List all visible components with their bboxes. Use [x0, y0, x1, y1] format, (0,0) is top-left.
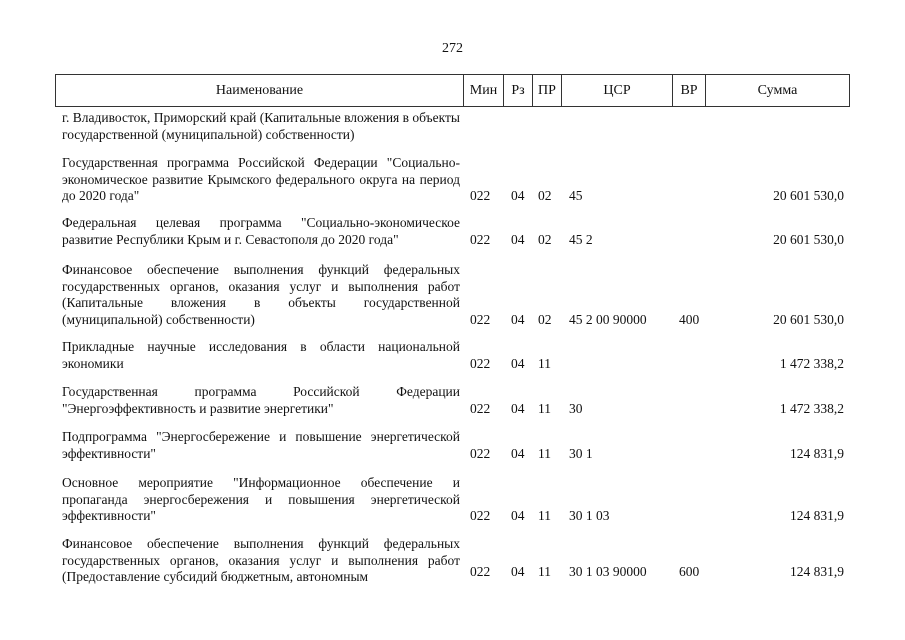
row-csr: 45 2 00 90000 [569, 312, 647, 327]
row-min: 022 [470, 446, 491, 461]
row-pr: 11 [538, 401, 551, 416]
row-name: Государственная программа Российской Федерации "Энергоэффективность и развитие энергетики" [62, 384, 460, 416]
row-csr: 45 2 [569, 232, 593, 247]
row-rz: 04 [511, 232, 525, 247]
row-csr: 30 [569, 401, 583, 416]
row-pr: 02 [538, 188, 552, 203]
row-name: Государственная программа Российской Федерации "Социально-экономическое развитие Крымского федерального округа на период до 2020 года" [62, 155, 460, 203]
row-pr: 11 [538, 508, 551, 523]
row-min: 022 [470, 188, 491, 203]
row-name: Финансовое обеспечение выполнения функций федеральных государственных органов, оказания услуг и выполнения работ (Капитальные вложения в объекты государственной (муниципальной) собственности) [62, 262, 460, 327]
row-csr: 45 [569, 188, 583, 203]
row-name: г. Владивосток, Приморский край (Капитальные вложения в объекты государственной (муниципальной) собственности) [62, 110, 460, 142]
row-sum: 124 831,9 [790, 564, 844, 579]
row-vr: 600 [679, 564, 700, 579]
row-name: Финансовое обеспечение выполнения функций федеральных государственных органов, оказания услуг и выполнения работ (Предоставление субсидий бюджетным, автономным [62, 536, 460, 584]
header-name: Наименование [56, 75, 464, 106]
row-rz: 04 [511, 446, 525, 461]
header-pr: ПР [533, 75, 562, 106]
row-sum: 20 601 530,0 [773, 312, 844, 327]
row-rz: 04 [511, 312, 525, 327]
row-sum: 124 831,9 [790, 508, 844, 523]
row-csr: 30 1 03 90000 [569, 564, 647, 579]
row-sum: 124 831,9 [790, 446, 844, 461]
row-min: 022 [470, 356, 491, 371]
header-min: Мин [464, 75, 504, 106]
header-vr: ВР [673, 75, 706, 106]
row-pr: 11 [538, 564, 551, 579]
row-sum: 1 472 338,2 [779, 401, 844, 416]
page-number: 272 [442, 41, 463, 56]
row-rz: 04 [511, 508, 525, 523]
row-rz: 04 [511, 401, 525, 416]
row-pr: 11 [538, 446, 551, 461]
header-rz: Рз [504, 75, 533, 106]
row-name: Прикладные научные исследования в области национальной экономики [62, 339, 460, 371]
row-pr: 02 [538, 232, 552, 247]
row-sum: 20 601 530,0 [773, 188, 844, 203]
row-min: 022 [470, 401, 491, 416]
row-min: 022 [470, 508, 491, 523]
row-min: 022 [470, 564, 491, 579]
row-pr: 02 [538, 312, 552, 327]
header-csr: ЦСР [562, 75, 673, 106]
row-rz: 04 [511, 564, 525, 579]
row-pr: 11 [538, 356, 551, 371]
row-min: 022 [470, 312, 491, 327]
row-name: Основное мероприятие "Информационное обеспечение и пропаганда энергосбережения и повышения энергетической эффективности" [62, 475, 460, 523]
row-sum: 20 601 530,0 [773, 232, 844, 247]
row-name: Подпрограмма "Энергосбережение и повышение энергетической эффективности" [62, 429, 460, 461]
row-min: 022 [470, 232, 491, 247]
row-csr: 30 1 03 [569, 508, 610, 523]
row-sum: 1 472 338,2 [779, 356, 844, 371]
row-name: Федеральная целевая программа "Социально-экономическое развитие Республики Крым и г. Севастополя до 2020 года" [62, 215, 460, 247]
row-rz: 04 [511, 188, 525, 203]
header-sum: Сумма [757, 83, 798, 98]
row-rz: 04 [511, 356, 525, 371]
row-csr: 30 1 [569, 446, 593, 461]
row-vr: 400 [679, 312, 700, 327]
